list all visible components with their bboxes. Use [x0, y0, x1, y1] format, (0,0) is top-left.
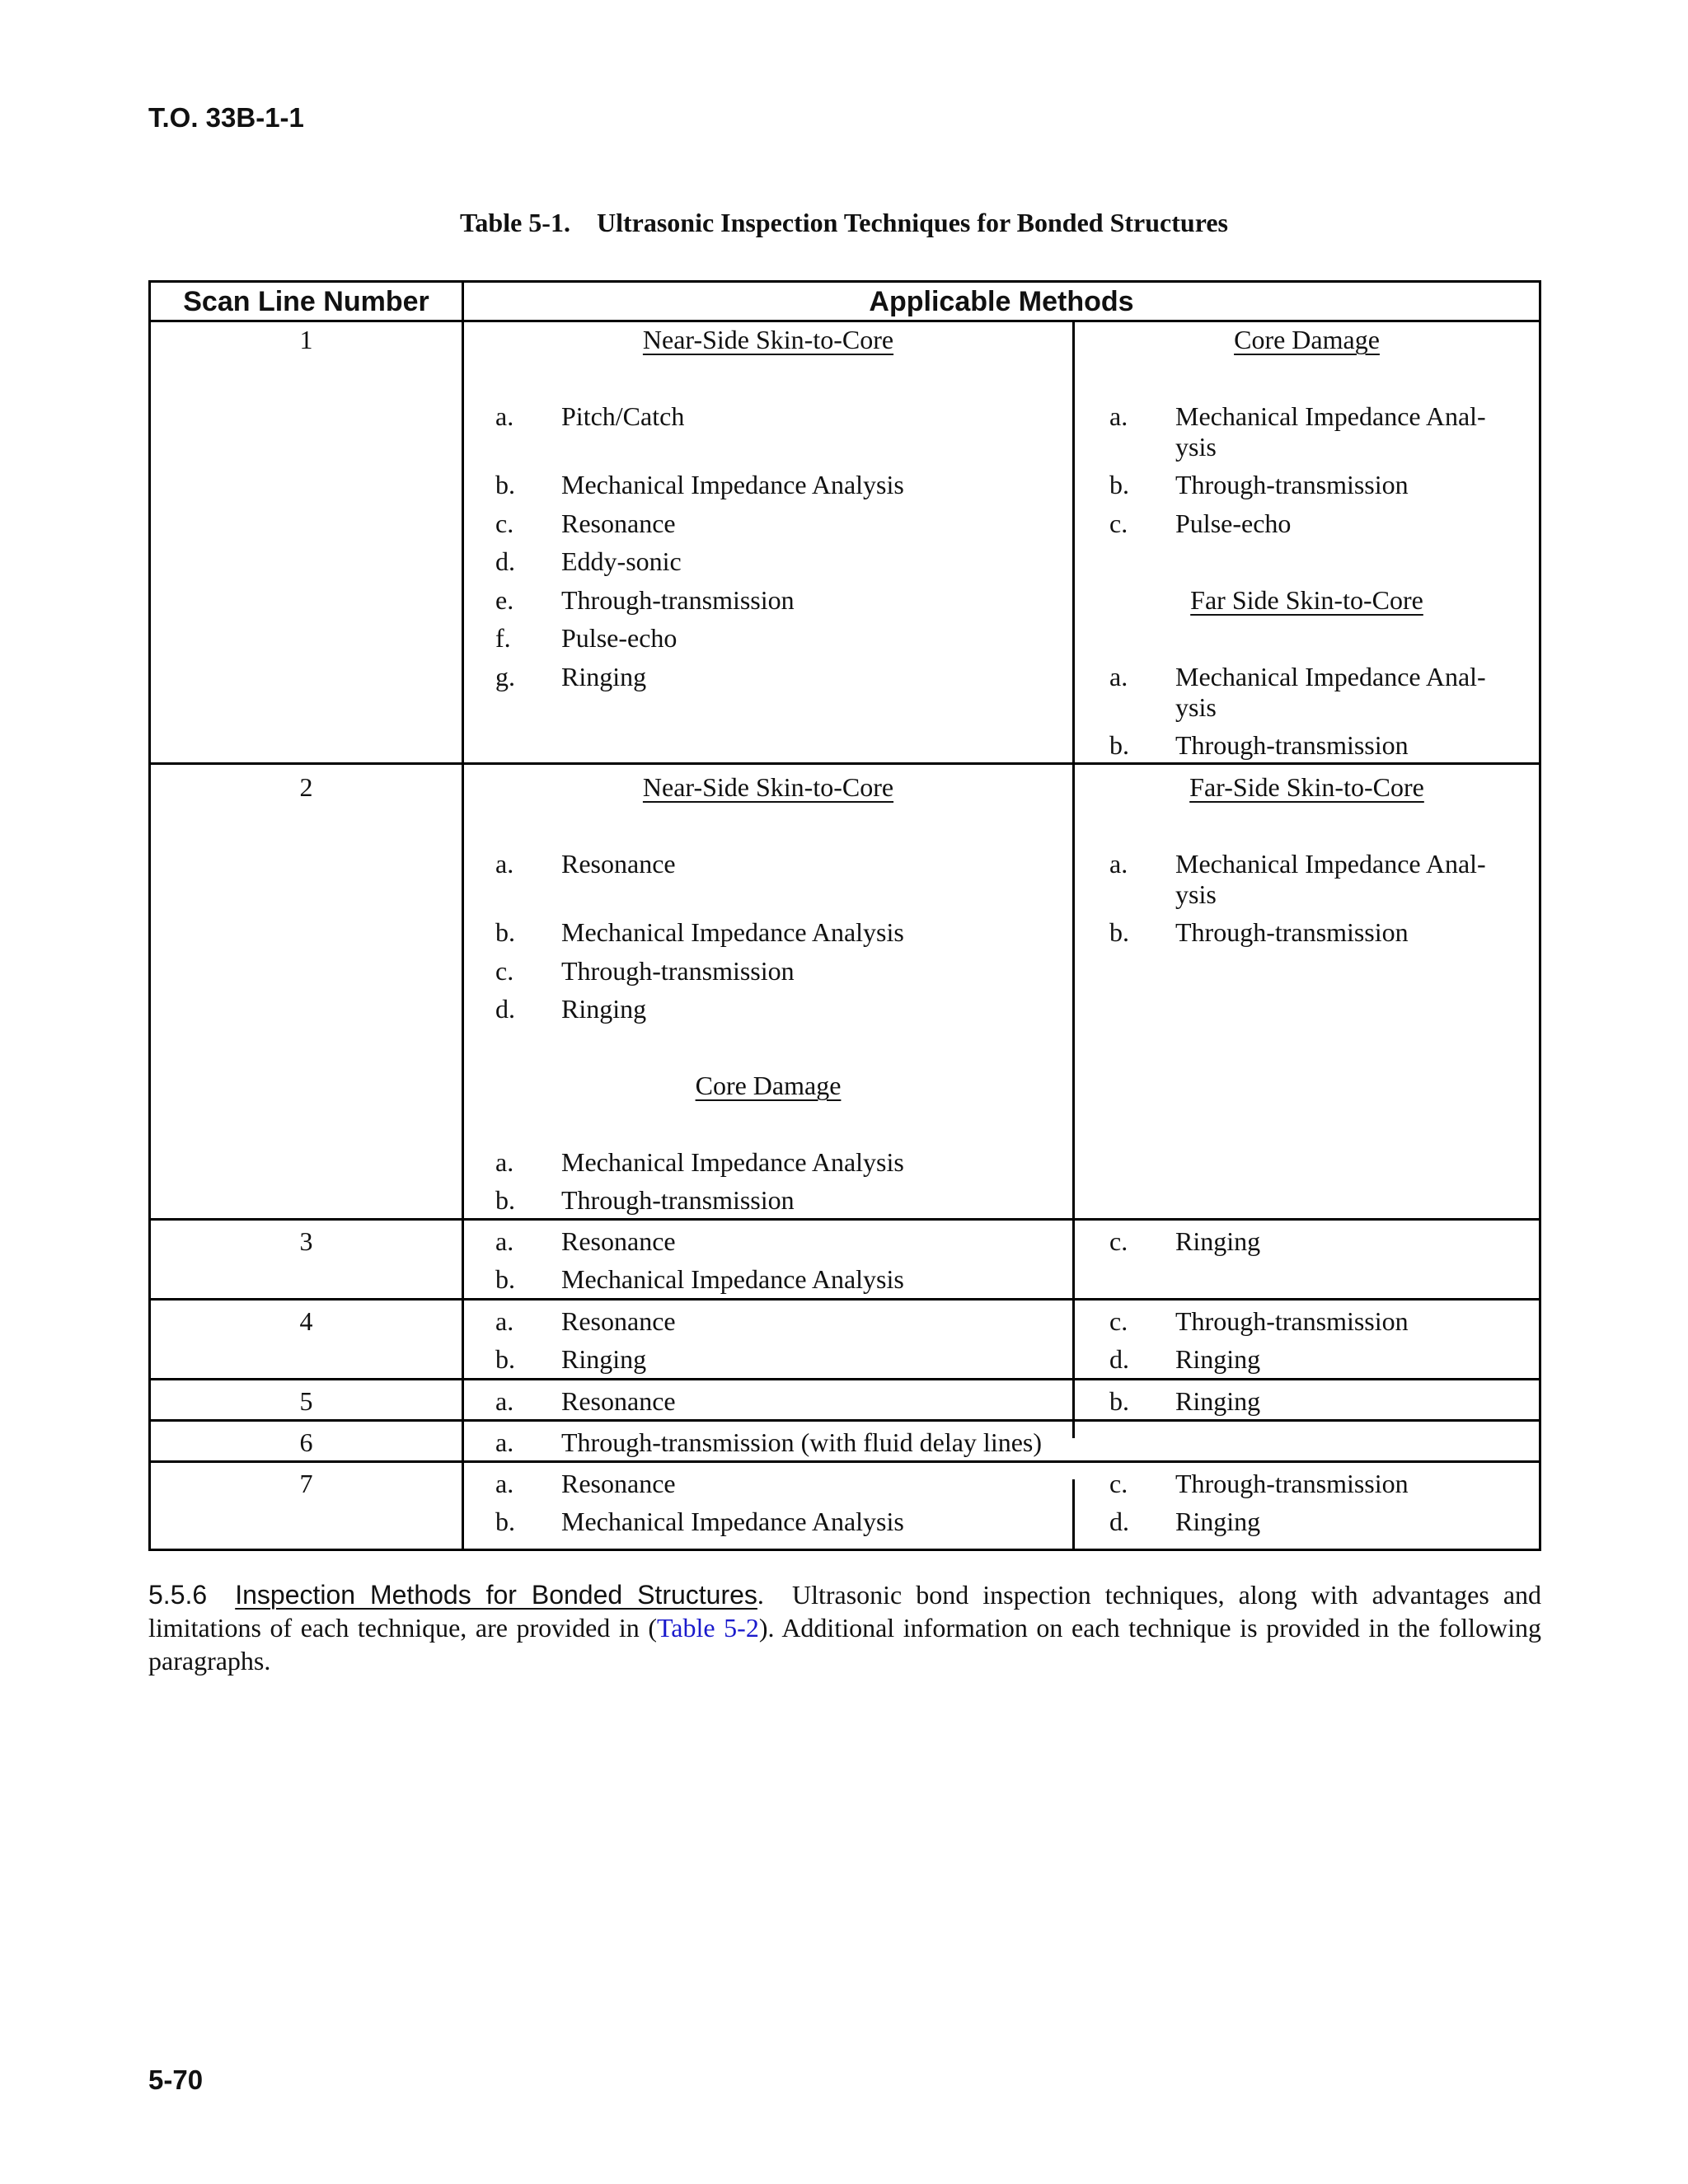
paragraph-heading: Inspection Methods for Bonded Structures — [235, 1580, 757, 1610]
section-heading: Near-Side Skin-to-Core — [642, 325, 894, 354]
item-text: Eddy-sonic — [561, 546, 682, 576]
item-letter: b. — [1109, 917, 1129, 947]
item-text: Mechanical Impedance Analysis — [561, 917, 904, 947]
item-text: Through-transmission (with fluid delay lines) — [561, 1427, 1043, 1457]
item-letter: c. — [1109, 1306, 1128, 1336]
item-letter: a. — [495, 1427, 514, 1457]
scan-line-number: 4 — [299, 1306, 313, 1336]
section-paragraph: 5.5.6 Inspection Methods for Bonded Structures. Ultrasonic bond inspection techniques, along with advantages and limitations of each technique, are provided in (Table 5-2). Additional information on each technique is provided in the following paragraphs. — [148, 1580, 1542, 1675]
scan-line-number: 5 — [299, 1386, 313, 1416]
item-letter: b. — [495, 1344, 515, 1374]
item-text: Mechanical Impedance Analysis — [561, 1264, 904, 1294]
row-separator — [151, 1378, 1539, 1380]
section-heading: Far-Side Skin-to-Core — [1189, 772, 1424, 802]
item-text: Through-transmission — [1175, 917, 1409, 947]
item-letter: d. — [1109, 1344, 1129, 1374]
item-text: Mechanical Impedance Anal- — [1175, 401, 1486, 431]
item-letter: a. — [1109, 401, 1128, 431]
paragraph-body: Ultrasonic bond inspection techniques, along with advantages and limitations of each technique, are provided in ( — [148, 1580, 1542, 1643]
scan-line-number: 2 — [299, 772, 313, 802]
column-header-methods: Applicable Methods — [869, 286, 1134, 317]
item-letter: c. — [1109, 1469, 1128, 1498]
item-letter: d. — [1109, 1507, 1129, 1536]
item-text: Resonance — [561, 1469, 676, 1498]
item-text-continued: ysis — [1175, 879, 1217, 909]
section-heading: Core Damage — [695, 1071, 842, 1100]
item-letter: b. — [1109, 470, 1129, 499]
row-separator — [151, 1419, 1539, 1422]
item-text: Ringing — [561, 994, 647, 1024]
row-separator — [151, 1460, 1539, 1463]
item-text: Through-transmission — [1175, 1469, 1409, 1498]
item-letter: a. — [495, 1469, 514, 1498]
item-text: Pulse-echo — [561, 623, 678, 653]
item-text: Ringing — [561, 1344, 647, 1374]
item-text: Through-transmission — [561, 1185, 795, 1215]
item-text: Through-transmission — [1175, 730, 1409, 760]
item-letter: b. — [1109, 730, 1129, 760]
item-text: Ringing — [1175, 1226, 1261, 1256]
item-text: Through-transmission — [1175, 1306, 1409, 1336]
item-letter: a. — [495, 1226, 514, 1256]
paragraph-number: 5.5.6 — [148, 1580, 208, 1610]
item-text-continued: ysis — [1175, 692, 1217, 722]
methods-divider-upper — [1072, 320, 1075, 1438]
scan-line-number: 3 — [299, 1226, 313, 1256]
scan-line-number: 6 — [299, 1427, 313, 1457]
scan-line-number: 1 — [299, 325, 313, 354]
item-letter: a. — [1109, 849, 1128, 879]
page-number: 5-70 — [148, 2064, 204, 2095]
item-letter: a. — [495, 849, 514, 879]
item-letter: a. — [495, 1386, 514, 1416]
item-letter: d. — [495, 546, 515, 576]
table-header-row — [151, 283, 1539, 322]
paragraph-body-end: ). Additional information on each technique is provided in the following paragraphs. — [148, 1613, 1542, 1675]
item-letter: e. — [495, 585, 514, 615]
item-text: Ringing — [1175, 1344, 1261, 1374]
item-text: Resonance — [561, 509, 676, 538]
row-separator — [151, 1298, 1539, 1301]
item-letter: b. — [495, 1507, 515, 1536]
item-text: Ringing — [561, 662, 647, 691]
item-letter: c. — [1109, 509, 1128, 538]
item-letter: b. — [1109, 1386, 1129, 1416]
item-letter: a. — [495, 1306, 514, 1336]
row-separator — [151, 1218, 1539, 1221]
methods-divider-lower — [1072, 1479, 1075, 1549]
item-text-continued: ysis — [1175, 432, 1217, 462]
item-text: Mechanical Impedance Anal- — [1175, 662, 1486, 691]
item-text: Mechanical Impedance Analysis — [561, 1507, 904, 1536]
item-text: Through-transmission — [561, 585, 795, 615]
item-letter: b. — [495, 1185, 515, 1215]
item-letter: b. — [495, 1264, 515, 1294]
item-text: Resonance — [561, 1306, 676, 1336]
item-text: Mechanical Impedance Anal- — [1175, 849, 1486, 879]
item-text: Pitch/Catch — [561, 401, 685, 431]
item-text: Ringing — [1175, 1507, 1261, 1536]
scan-line-number: 7 — [299, 1469, 313, 1498]
column-divider — [462, 283, 464, 1549]
item-text: Mechanical Impedance Analysis — [561, 1147, 904, 1177]
item-letter: c. — [495, 956, 514, 986]
item-letter: g. — [495, 662, 515, 691]
item-letter: b. — [495, 917, 515, 947]
item-letter: c. — [1109, 1226, 1128, 1256]
item-text: Resonance — [561, 1226, 676, 1256]
item-text: Through-transmission — [561, 956, 795, 986]
item-text: Pulse-echo — [1175, 509, 1292, 538]
item-text: Mechanical Impedance Analysis — [561, 470, 904, 499]
column-header-scan-line: Scan Line Number — [183, 286, 429, 317]
item-text: Resonance — [561, 1386, 676, 1416]
item-text: Through-transmission — [1175, 470, 1409, 499]
table-title: Table 5-1. Ultrasonic Inspection Techniques for Bonded Structures — [460, 208, 1228, 237]
item-letter: d. — [495, 994, 515, 1024]
row-separator — [151, 762, 1539, 765]
item-text: Ringing — [1175, 1386, 1261, 1416]
item-letter: a. — [1109, 662, 1128, 691]
inspection-techniques-table — [148, 280, 1541, 1551]
item-letter: a. — [495, 1147, 514, 1177]
item-letter: b. — [495, 470, 515, 499]
item-letter: a. — [495, 401, 514, 431]
item-text: Resonance — [561, 849, 676, 879]
document-id: T.O. 33B-1-1 — [148, 102, 304, 133]
item-letter: f. — [495, 623, 511, 653]
item-letter: c. — [495, 509, 514, 538]
table-5-2-link[interactable]: Table 5-2 — [656, 1613, 759, 1643]
section-heading: Core Damage — [1234, 325, 1380, 354]
section-heading: Far Side Skin-to-Core — [1190, 585, 1423, 615]
section-heading: Near-Side Skin-to-Core — [642, 772, 894, 802]
